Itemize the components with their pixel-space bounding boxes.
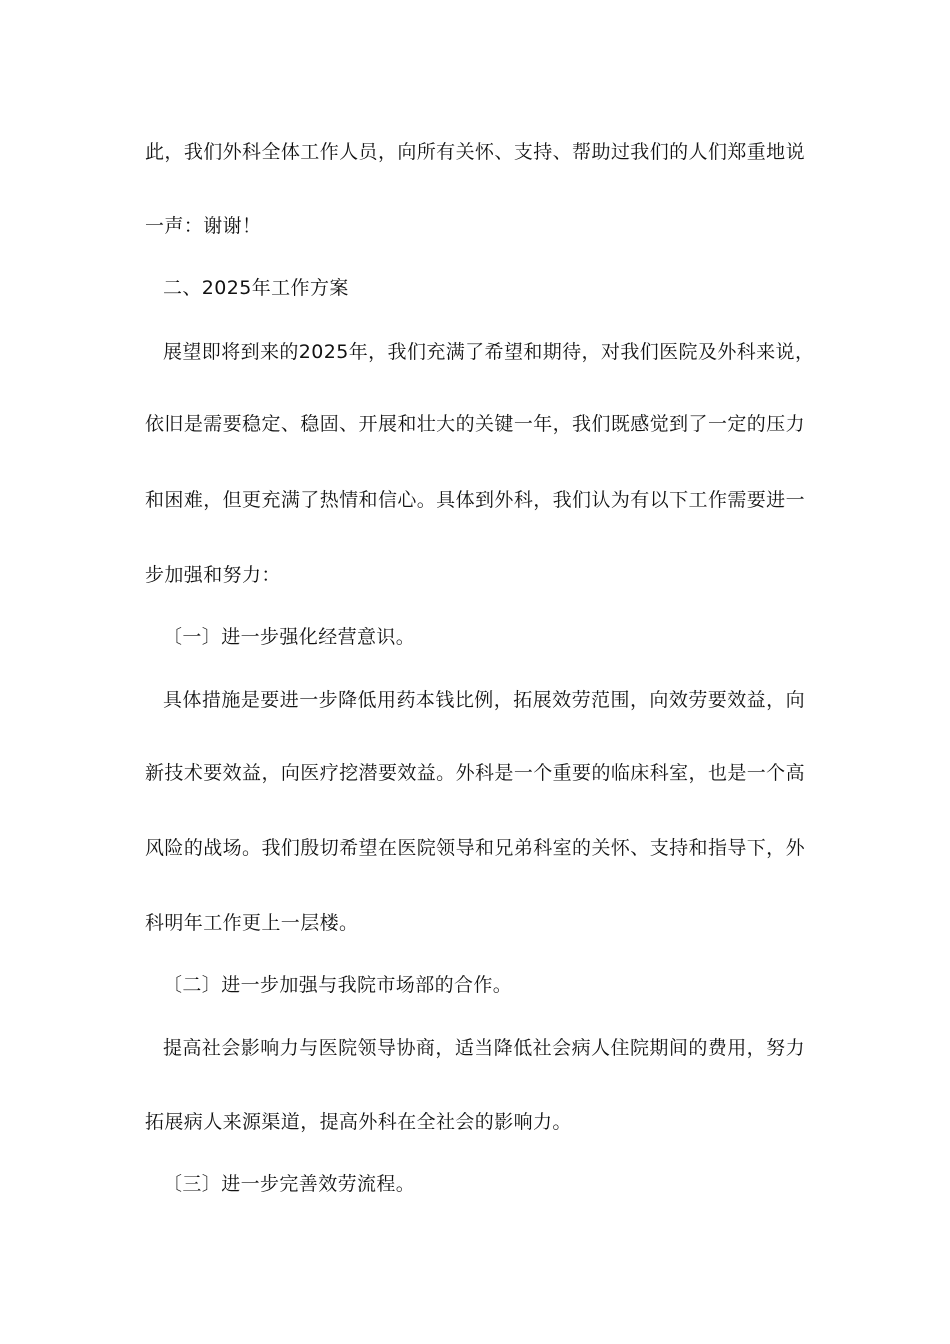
subsection-heading: 〔一〕进一步强化经营意识。	[163, 626, 416, 648]
paragraph-line: 此，我们外科全体工作人员，向所有关怀、支持、帮助过我们的人们郑重地说	[145, 141, 805, 163]
subsection-heading: 〔二〕进一步加强与我院市场部的合作。	[163, 974, 513, 996]
paragraph-line: 科明年工作更上一层楼。	[145, 912, 359, 934]
paragraph-line: 步加强和努力：	[145, 564, 281, 586]
paragraph-line: 展望即将到来的2025年，我们充满了希望和期待，对我们医院及外科来说，	[163, 341, 815, 363]
paragraph-line: 拓展病人来源渠道，提高外科在全社会的影响力。	[145, 1111, 572, 1133]
paragraph-line: 和困难，但更充满了热情和信心。具体到外科，我们认为有以下工作需要进一	[145, 489, 805, 511]
section-heading: 二、2025年工作方案	[163, 277, 349, 299]
paragraph-line: 提高社会影响力与医院领导协商，适当降低社会病人住院期间的费用，努力	[163, 1037, 805, 1059]
paragraph-line: 具体措施是要进一步降低用药本钱比例，拓展效劳范围，向效劳要效益，向	[163, 689, 805, 711]
paragraph-line: 风险的战场。我们殷切希望在医院领导和兄弟科室的关怀、支持和指导下，外	[145, 837, 805, 859]
subsection-heading: 〔三〕进一步完善效劳流程。	[163, 1173, 416, 1195]
paragraph-line: 一声：谢谢！	[145, 215, 262, 237]
paragraph-line: 新技术要效益，向医疗挖潜要效益。外科是一个重要的临床科室，也是一个高	[145, 762, 805, 784]
paragraph-line: 依旧是需要稳定、稳固、开展和壮大的关键一年，我们既感觉到了一定的压力	[145, 413, 805, 435]
